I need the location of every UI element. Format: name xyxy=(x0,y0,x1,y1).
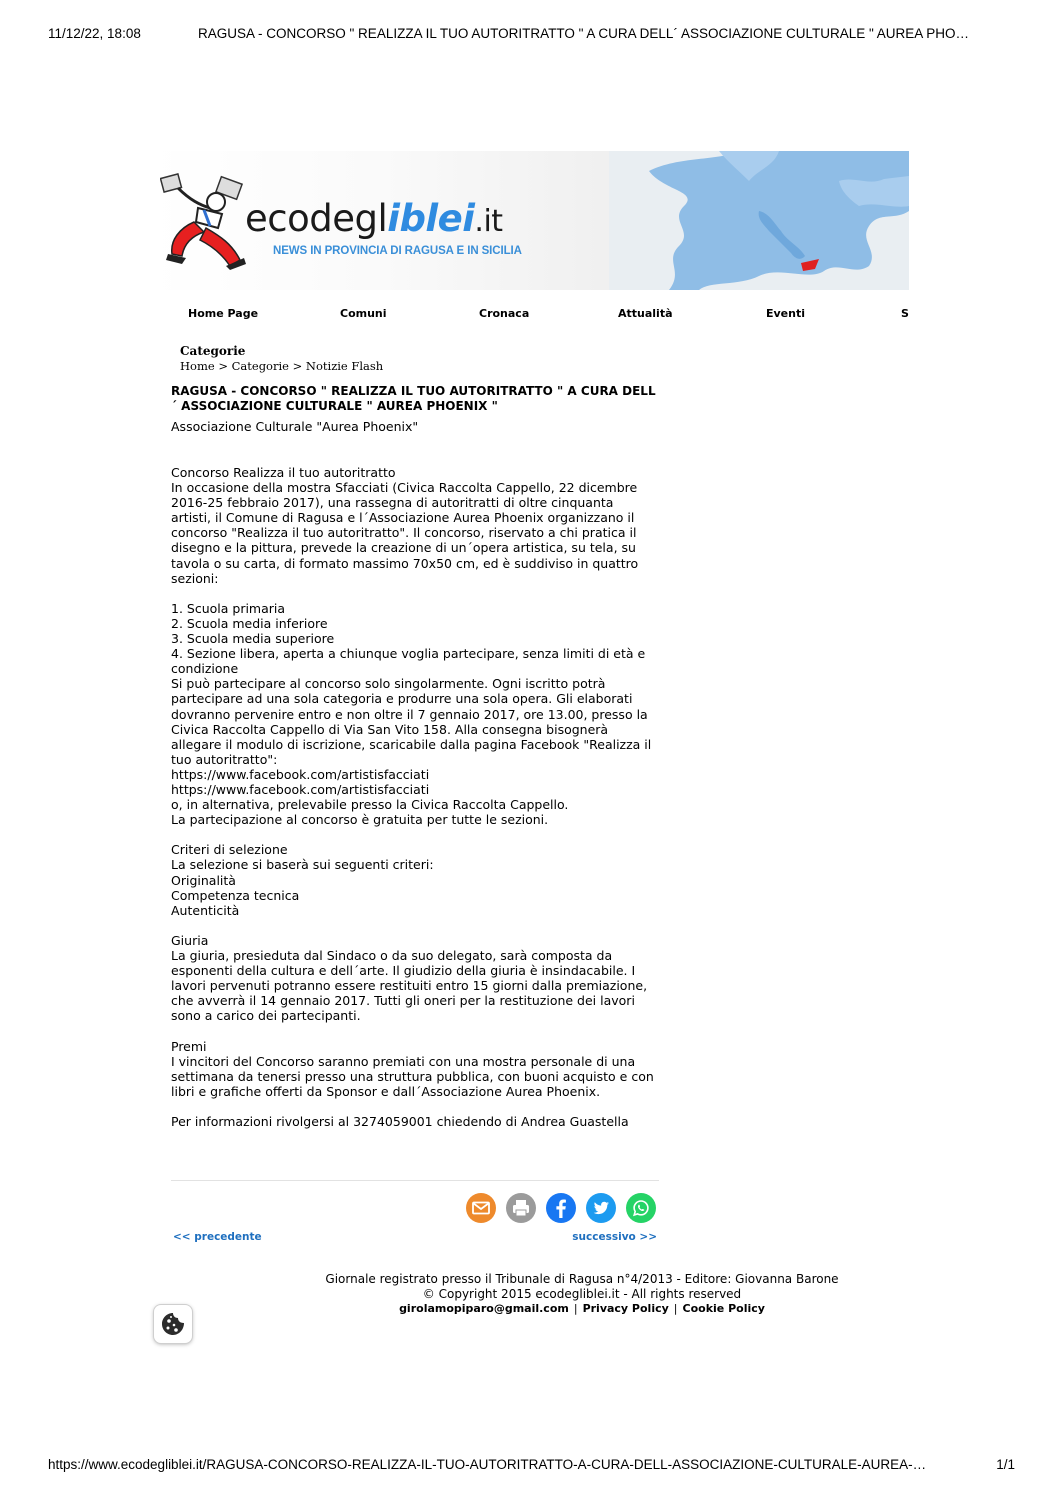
registration-text: Giornale registrato presso il Tribunale di Ragusa n°4/2013 - Editore: Giovanna Barone xyxy=(325,1272,839,1286)
article-body xyxy=(171,465,659,1129)
share-divider xyxy=(171,1180,659,1181)
print-page-number: 1/1 xyxy=(996,1457,1015,1472)
nav-item-home[interactable]: Home Page xyxy=(188,307,259,320)
article-line: Si può partecipare al concorso solo singolarmente. Ogni iscritto potrà xyxy=(171,676,606,692)
article-line: Competenza tecnica xyxy=(171,887,300,903)
nav-item-attualita[interactable]: Attualità xyxy=(618,307,673,320)
europe-map-graphic xyxy=(609,151,909,290)
article-line: disegno e la pittura, prevede la creazione di un´opera artistica, su tela, su xyxy=(171,540,636,556)
share-bar xyxy=(466,1193,656,1223)
cookie-policy-link[interactable]: Cookie Policy xyxy=(682,1302,765,1315)
footer-separator: | xyxy=(573,1302,578,1315)
article-line: Concorso Realizza il tuo autoritratto xyxy=(171,465,396,480)
print-icon[interactable] xyxy=(506,1193,536,1223)
article-line: artisti, il Comune di Ragusa e l´Associazione Aurea Phoenix organizzano il xyxy=(171,510,635,526)
article-line: sono a carico dei partecipanti. xyxy=(171,1008,361,1024)
article-line: I vincitori del Concorso saranno premiati con una mostra personale di una xyxy=(171,1053,636,1069)
main-nav xyxy=(151,307,909,323)
article-line: settimana da tenersi presso una struttura pubblica, con buoni acquisto e con xyxy=(171,1068,654,1084)
article-line xyxy=(171,827,659,842)
article-line: Autenticità xyxy=(171,902,240,918)
article-line: Civica Raccolta Cappello di Via San Vito 158. Alla consegna bisognerà xyxy=(171,721,609,737)
article-line: 4. Sezione libera, aperta a chiunque voglia partecipare, senza limiti di età e xyxy=(171,646,646,662)
article-title: RAGUSA - CONCORSO " REALIZZA IL TUO AUTORITRATTO " A CURA DELL´ ASSOCIAZIONE CULTURALE " AUREA PHOENIX " xyxy=(171,384,656,413)
article-line: Per informazioni rivolgersi al 3274059001 chiedendo di Andrea Guastella xyxy=(171,1114,629,1130)
footer-separator: | xyxy=(673,1302,678,1315)
article-line xyxy=(171,1099,659,1114)
article-line: partecipare ad una sola categoria e produrre una sola opera. Gli elaborati xyxy=(171,691,633,707)
article-line: che avverrà il 14 gennaio 2017. Tutti gli oneri per la restituzione dei lavori xyxy=(171,993,635,1009)
footer-registration xyxy=(312,1272,852,1302)
footer-email-link[interactable]: girolamopiparo@gmail.com xyxy=(399,1302,569,1315)
category-block xyxy=(180,344,383,373)
next-link[interactable]: successivo >> xyxy=(572,1231,657,1243)
article-line xyxy=(171,586,659,601)
article-line: 2016-25 febbraio 2017), una rassegna di autoritratti di oltre cinquanta xyxy=(171,495,614,511)
article-line: tuo autoritratto": xyxy=(171,751,278,767)
article-line: https://www.facebook.com/artistisfacciati xyxy=(171,781,430,797)
article-line: condizione xyxy=(171,661,239,677)
article-line: La partecipazione al concorso è gratuita per tutte le sezioni. xyxy=(171,812,549,828)
nav-item-more[interactable]: S xyxy=(901,307,909,320)
logo-text-2: iblei xyxy=(387,197,475,240)
article-line: sezioni: xyxy=(171,570,219,586)
logo-text-1: ecodegl xyxy=(245,197,388,240)
print-date: 11/12/22, 18:08 xyxy=(48,26,141,41)
article-line: 1. Scuola primaria xyxy=(171,600,286,616)
article-line: In occasione della mostra Sfacciati (Civica Raccolta Cappello, 22 dicembre xyxy=(171,480,638,496)
article-line: Giuria xyxy=(171,932,209,948)
article-line: La giuria, presieduta dal Sindaco o da suo delegato, sarà composta da xyxy=(171,948,613,963)
article-line: lavori pervenuti potranno essere restituiti entro 15 giorni dalla premiazione, xyxy=(171,978,648,994)
site-logo[interactable] xyxy=(245,197,503,240)
cookie-icon xyxy=(159,1310,187,1338)
article-line: libri e grafiche offerti da Sponsor e dall´Associazione Aurea Phoenix. xyxy=(171,1083,601,1099)
article-line: allegare il modulo di iscrizione, scaricabile dalla pagina Facebook "Realizza il xyxy=(171,736,652,752)
print-footer xyxy=(48,1457,1015,1472)
breadcrumb: Home > Categorie > Notizie Flash xyxy=(180,359,384,373)
print-title: RAGUSA - CONCORSO " REALIZZA IL TUO AUTORITRATTO " A CURA DELL´ ASSOCIAZIONE CULTURALE " AUREA PHO… xyxy=(198,26,970,41)
twitter-icon[interactable] xyxy=(586,1193,616,1223)
article-line: esponenti della cultura e dell´arte. Il giudizio della giuria è insindacabile. I xyxy=(171,963,636,979)
nav-item-comuni[interactable]: Comuni xyxy=(340,307,387,320)
article-line: o, in alternativa, prelevabile presso la Civica Raccolta Cappello. xyxy=(171,797,569,813)
article-line: 2. Scuola media inferiore xyxy=(171,615,328,631)
article-line: Premi xyxy=(171,1038,207,1054)
nav-item-eventi[interactable]: Eventi xyxy=(766,307,806,320)
logo-text-3: .it xyxy=(474,204,503,239)
previous-link[interactable]: << precedente xyxy=(173,1231,262,1243)
article-line: Originalità xyxy=(171,872,236,888)
print-url: https://www.ecodegliblei.it/RAGUSA-CONCORSO-REALIZZA-IL-TUO-AUTORITRATTO-A-CURA-DELL-ASSOCIAZIONE-CULTURALE-AUREA-… xyxy=(48,1457,927,1472)
article-line: concorso "Realizza il tuo autoritratto". Il concorso, riservato a chi pratica il xyxy=(171,525,637,541)
article-line xyxy=(171,918,659,933)
article-line: dovranno pervenire entro e non oltre il 7 gennaio 2017, ore 13.00, presso la xyxy=(171,706,648,722)
footer-links xyxy=(312,1302,852,1315)
category-title: Categorie xyxy=(180,344,246,358)
print-header xyxy=(48,26,1015,41)
article-line: La selezione si baserà sui seguenti criteri: xyxy=(171,857,434,873)
email-icon[interactable] xyxy=(466,1193,496,1223)
article-subtitle: Associazione Culturale "Aurea Phoenix" xyxy=(171,419,419,434)
facebook-icon[interactable] xyxy=(546,1193,576,1223)
pager xyxy=(171,1231,659,1245)
article-line xyxy=(171,1023,659,1038)
article-line: 3. Scuola media superiore xyxy=(171,631,335,647)
nav-item-cronaca[interactable]: Cronaca xyxy=(479,307,530,320)
copyright-text: © Copyright 2015 ecodegliblei.it - All rights reserved xyxy=(422,1287,742,1301)
article-line: Criteri di selezione xyxy=(171,842,288,858)
article-line: https://www.facebook.com/artistisfacciati xyxy=(171,766,430,782)
privacy-policy-link[interactable]: Privacy Policy xyxy=(582,1302,669,1315)
article-line: tavola o su carta, di formato massimo 70x50 cm, ed è suddiviso in quattro xyxy=(171,555,639,571)
cookie-settings-button[interactable] xyxy=(154,1305,192,1343)
site-tagline: NEWS IN PROVINCIA DI RAGUSA E IN SICILIA xyxy=(273,245,522,257)
whatsapp-icon[interactable] xyxy=(626,1193,656,1223)
